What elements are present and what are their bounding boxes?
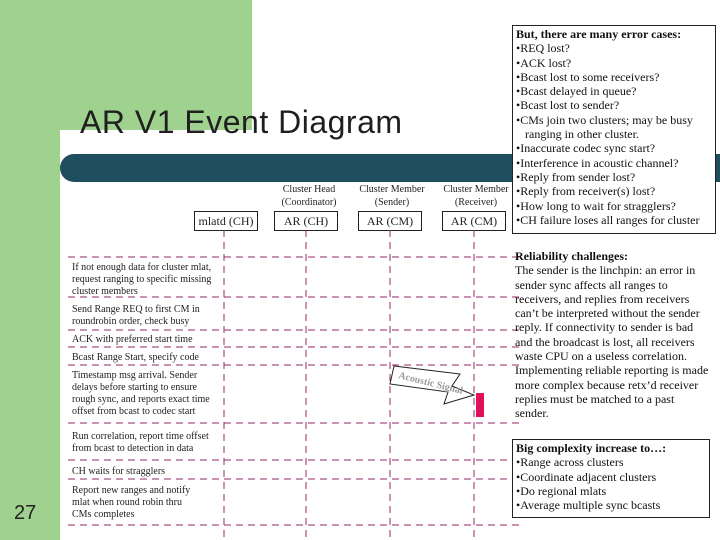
error-case-item: •Bcast lost to sender? [516, 98, 620, 113]
error-case-item: •CH failure loses all ranges for cluster [516, 212, 700, 227]
column-box-ar-cm-sender: AR (CM) [358, 211, 422, 231]
column-box-ar-cm-receiver: AR (CM) [442, 211, 506, 231]
event-label-run-correlation: Run correlation, report time offset from bcast to detection in data [72, 431, 209, 454]
event-label-bcast-range-start: Bcast Range Start, specify code [72, 352, 199, 363]
error-case-item: •Interference in acoustic channel? [516, 155, 679, 170]
complexity-item: •Coordinate adjacent clusters [516, 469, 657, 484]
error-case-item: •ACK lost? [516, 55, 572, 70]
column-caption-sender: Cluster Member (Sender) [359, 184, 425, 208]
complexity-box [512, 439, 710, 518]
slide-title: AR V1 Event Diagram [80, 104, 403, 140]
event-label-ack: ACK with preferred start time [72, 334, 193, 345]
error-case-item: •How long to wait for stragglers? [516, 198, 676, 213]
event-label-report-ranges: Report new ranges and notify mlat when round robin thru CMs completes [72, 485, 191, 520]
acoustic-signal-label: Acoustic Signal [397, 370, 464, 397]
error-case-item: •REQ lost? [516, 41, 570, 56]
reliability-text: The sender is the linchpin: an error in sender sync affects all ranges to receivers, and replies from receivers can’t be interpreted without the sender reply. If connectivity to sender is bad and the broadcast is lost, all receivers waste CPU on a useless correlation. Implementing reliable reporting is made more complex because retx’d receiver replies must be matched to a past sender. [515, 263, 709, 421]
event-label-timestamp: Timestamp msg arrival. Sender delays before starting to ensure rough sync, and reports exact time offset from bcast to codec start [72, 370, 210, 417]
column-box-mlatd: mlatd (CH) [194, 211, 258, 231]
error-case-item: •CMs join two clusters; may be busy [516, 112, 693, 127]
event-label-ch-waits: CH waits for stragglers [72, 466, 166, 477]
complexity-item: •Range across clusters [516, 455, 624, 470]
event-label-send-range-req: Send Range REQ to first CM in roundrobin order, check busy [72, 304, 200, 327]
reliability-heading: Reliability challenges: [515, 249, 628, 263]
error-case-item: ranging in other cluster. [525, 127, 639, 142]
column-caption-receiver: Cluster Member (Receiver) [443, 184, 509, 208]
complexity-item: •Do regional mlats [516, 483, 607, 498]
error-cases-heading: But, there are many error cases: [516, 27, 682, 41]
event-label-request-ranging: If not enough data for cluster mlat, request ranging to specific missing cluster members [72, 262, 212, 297]
error-case-item: •Inaccurate codec sync start? [516, 141, 656, 156]
error-cases-list [516, 41, 712, 227]
column-box-ar-ch: AR (CH) [274, 211, 338, 231]
complexity-item: •Average multiple sync bcasts [516, 498, 661, 513]
reliability-challenges-box [512, 248, 712, 422]
error-case-item: •Bcast delayed in queue? [516, 84, 637, 99]
complexity-list [516, 455, 706, 512]
column-caption-cluster-head: Cluster Head (Coordinator) [281, 184, 337, 208]
complexity-heading: Big complexity increase to…: [516, 441, 667, 455]
error-case-item: •Reply from receiver(s) lost? [516, 184, 656, 199]
busy-marker [476, 393, 484, 417]
slide-number: 27 [14, 502, 37, 524]
error-case-item: •Bcast lost to some receivers? [516, 69, 660, 84]
error-cases-box [512, 25, 716, 234]
error-case-item: •Reply from sender lost? [516, 169, 636, 184]
